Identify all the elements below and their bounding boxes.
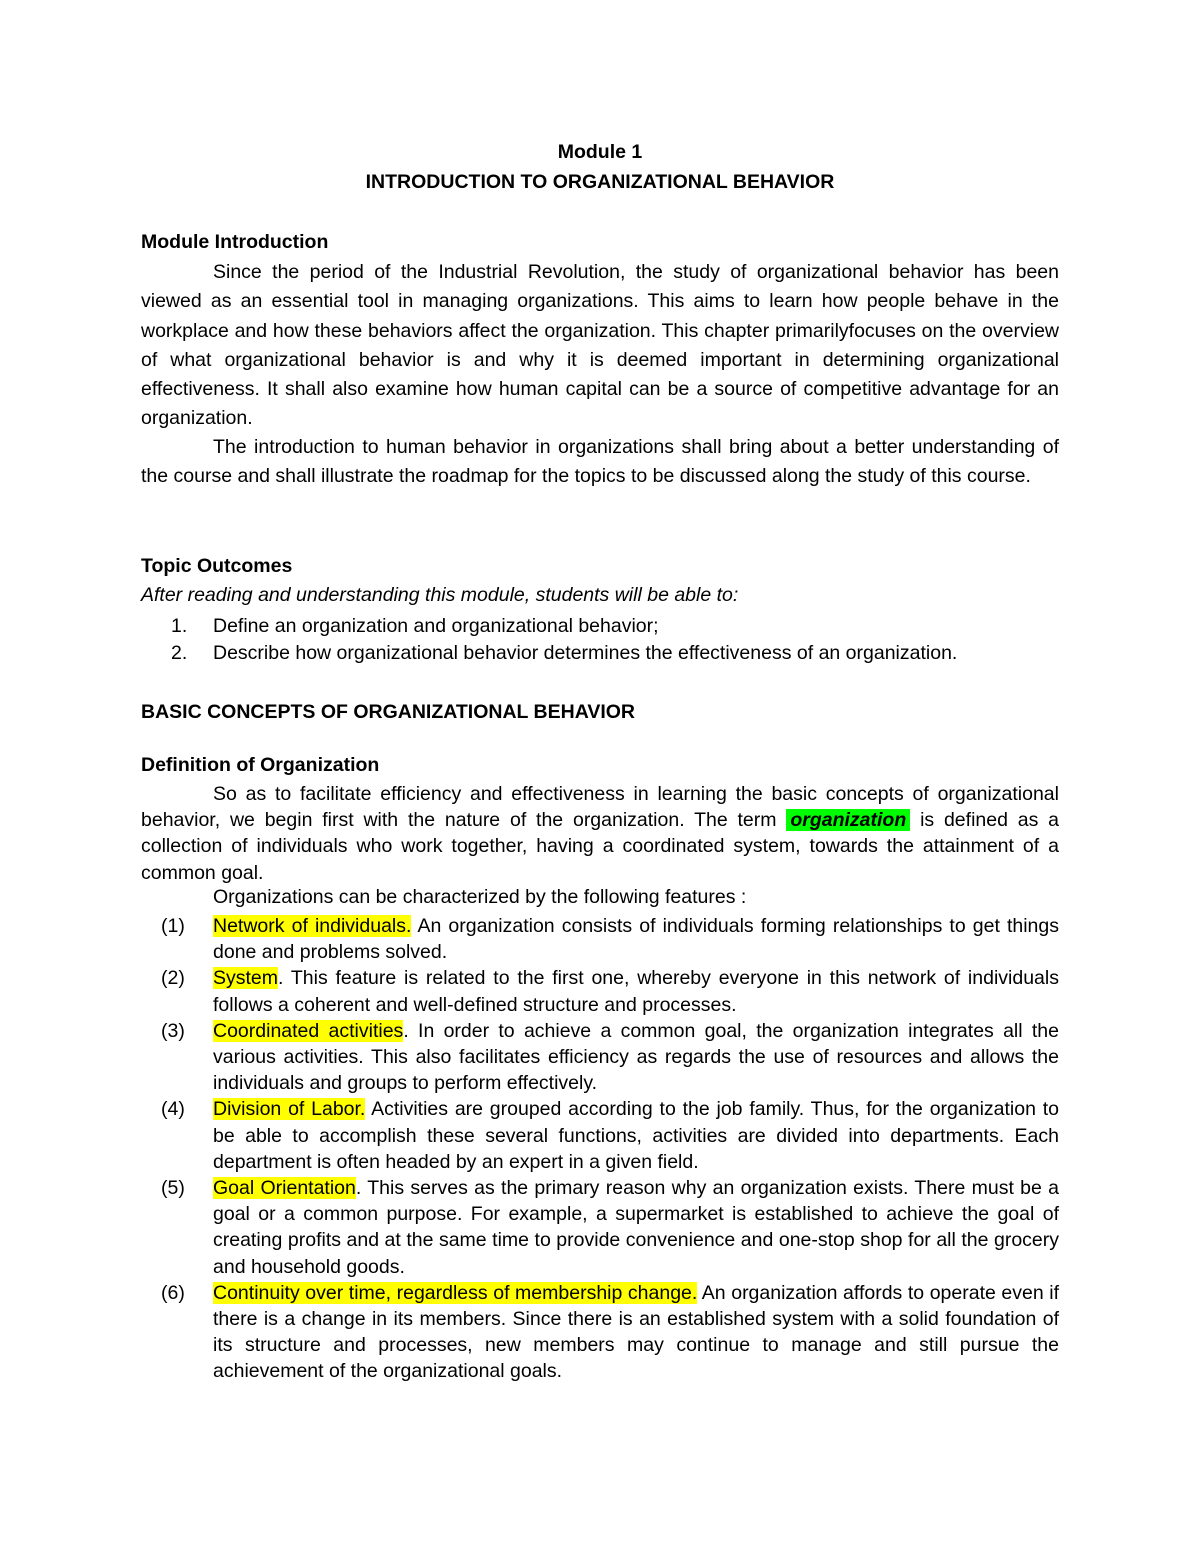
list-item-number: 1. <box>171 615 188 637</box>
feature-highlight: Network of individuals. <box>213 915 412 937</box>
feature-highlight: Goal Orientation <box>213 1177 356 1200</box>
feature-text: . In order to achieve a common goal, the organization integrates all the various activities. This also facilitates efficiency as regards the use of resources and allows the individuals and groups to perform effectively. <box>213 1019 1059 1095</box>
definition-text-after: is defined as a collection of individuals who work together, having a coordinated system, towards the attainment of a common goal. <box>141 809 1060 884</box>
module-number: Module 1 <box>557 141 643 163</box>
feature-text: An organization affords to operate even if there is a change in its members. Since there is an established system with a solid foundation of its structure and processes, new members may continue to manage and still pursue the achievement of the organizational goals. <box>213 1281 1059 1383</box>
intro-paragraph-1: Since the period of the Industrial Revolution, the study of organizational behavior has been viewed as an essential tool in managing organizations. This aims to learn how people behave in the workplace and how these behaviors affect the organization. This chapter primarilyfocuses on the overview of what organizational behavior is and why it is deemed important in determining organizational effectiveness. It shall also examine how human capital can be a source of competitive advantage for an organization. <box>141 261 1059 430</box>
features-lead: Organizations can be characterized by the following features : <box>213 886 747 908</box>
feature-highlight: Continuity over time, regardless of membership change. <box>213 1281 698 1304</box>
section-heading: BASIC CONCEPTS OF ORGANIZATIONAL BEHAVIOR <box>141 701 636 723</box>
feature-number: (3) <box>161 1019 185 1042</box>
feature-number: (5) <box>161 1177 185 1200</box>
outcomes-list <box>141 613 1059 667</box>
feature-text: . This feature is related to the first one, whereby everyone in this network of individuals follows a coherent and well-defined structure and processes. <box>213 967 1059 1016</box>
feature-number: (6) <box>161 1281 185 1304</box>
feature-text: Activities are grouped according to the job family. Thus, for the organization to be able to accomplish these several functions, activities are divided into departments. Each department is often headed by an expert in a given field. <box>213 1098 1059 1173</box>
topic-outcomes-heading: Topic Outcomes <box>141 555 293 577</box>
module-title: INTRODUCTION TO ORGANIZATIONAL BEHAVIOR <box>365 171 835 193</box>
outcomes-lead: After reading and understanding this module, students will be able to: <box>141 584 739 606</box>
feature-number: (4) <box>161 1098 185 1121</box>
list-item <box>141 640 1059 667</box>
feature-item <box>141 1096 1059 1175</box>
definition-heading: Definition of Organization <box>141 754 380 776</box>
feature-item <box>141 1175 1059 1280</box>
feature-number: (1) <box>161 915 185 937</box>
feature-text: . This serves as the primary reason why an organization exists. There must be a goal or a common purpose. For example, a supermarket is established to achieve the goal of creating profits and at the same time to provide convenience and one-stop shop for all the grocery and household goods. <box>213 1177 1060 1278</box>
module-introduction-heading: Module Introduction <box>141 231 329 253</box>
list-item-text: Define an organization and organizational behavior; <box>213 615 659 637</box>
feature-item <box>141 1018 1059 1097</box>
definition-paragraph <box>141 781 1059 886</box>
feature-highlight: Division of Labor. <box>213 1098 366 1121</box>
features-list <box>141 913 1059 1385</box>
list-item <box>141 613 1059 640</box>
intro-paragraph-2: The introduction to human behavior in organizations shall bring about a better understanding of the course and shall illustrate the roadmap for the topics to be discussed along the study of this course. <box>141 436 1059 488</box>
definition-text-before: So as to facilitate efficiency and effectiveness in learning the basic concepts of organizational behavior, we begin first with the nature of the organization. The term <box>141 783 1059 832</box>
feature-item <box>141 913 1059 965</box>
feature-highlight: System <box>213 967 279 990</box>
term-organization-highlight: organization <box>786 809 910 831</box>
feature-highlight: Coordinated activities <box>213 1019 404 1042</box>
feature-item <box>141 965 1059 1017</box>
feature-number: (2) <box>161 967 185 990</box>
list-item-number: 2. <box>171 642 188 664</box>
list-item-text: Describe how organizational behavior determines the effectiveness of an organization. <box>213 642 958 664</box>
feature-text: An organization consists of individuals forming relationships to get things done and problems solved. <box>213 915 1059 964</box>
feature-item <box>141 1280 1059 1385</box>
